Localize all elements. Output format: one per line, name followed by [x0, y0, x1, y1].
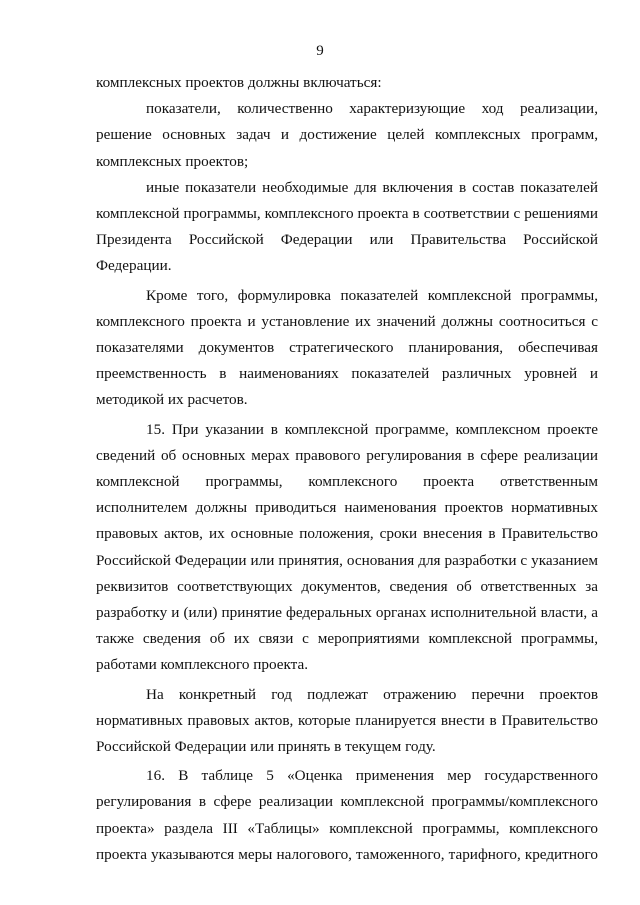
paragraph-specific-year: На конкретный год подлежат отражению перечни проектов нормативных правовых актов, которые планируется внести в Правительство Российской Федерации или принять в текущем году. [96, 685, 598, 756]
paragraph-other-indicators: иные показатели необходимые для включения в состав показателей комплексной программы, комплексного проекта в соответствии с решениями Президента Российской Федерации или Правительства Российской Федерации. [96, 178, 598, 275]
paragraph-indicator-wording: Кроме того, формулировка показателей комплексной программы, комплексного проекта и установление их значений должны соотноситься с показателями документов стратегического планирования, обеспечивая преемственность в наименованиях показателей различных уровней и методикой их расчетов. [96, 286, 598, 409]
paragraph-item-16: 16. В таблице 5 «Оценка применения мер государственного регулирования в сфере реализации комплексной программы/комплексного проекта» раздела III «Таблицы» комплексной программы, комплексного проекта указываются меры налогового, таможенного, тарифного, кредитного [96, 767, 598, 863]
page-number: 9 [316, 43, 324, 59]
paragraph-intro-line: комплексных проектов должны включаться: [96, 74, 382, 91]
paragraph-item-15: 15. При указании в комплексной программе, комплексном проекте сведений об основных мерах правового регулирования в сфере реализации комплексной программы, комплексного проекта ответственным исполнителем должны приводиться наименования проектов нормативных правовых актов, их основные положения, сроки внесения в Правительство Российской Федерации или принятия, основания для разработки с указанием реквизитов соответствующих документов, сведения об ответственных за разработку и (или) принятие федеральных органах исполнительной власти, а также сведения об их связи с мероприятиями комплексной программы, работами комплексного проекта. [96, 420, 598, 674]
document-body [96, 70, 598, 868]
paragraph-indicators-progress: показатели, количественно характеризующие ход реализации, решение основных задач и достижение целей комплексных программ, комплексных проектов; [96, 100, 598, 170]
